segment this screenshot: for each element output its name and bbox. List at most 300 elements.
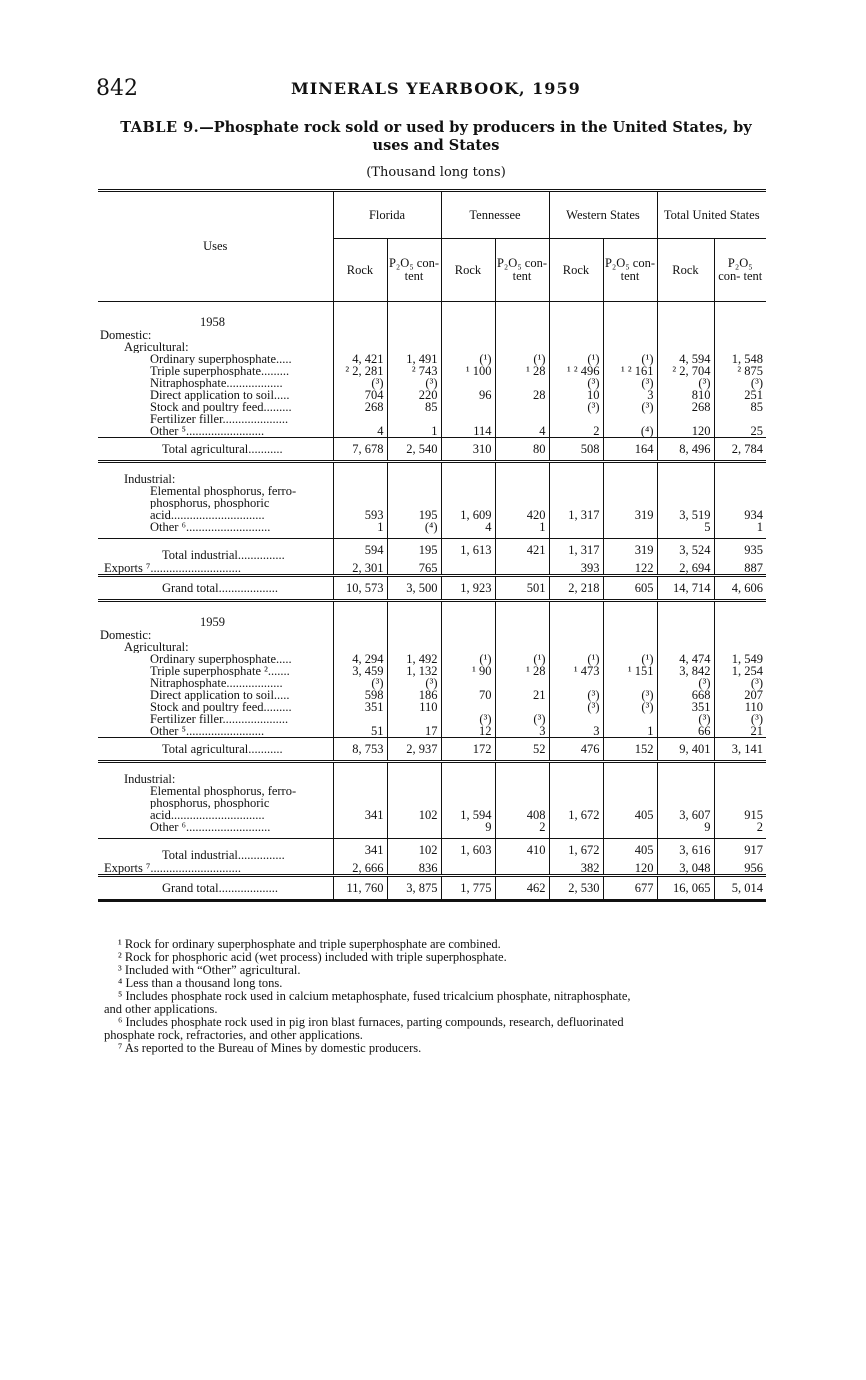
table-cell: 1 [714,521,766,533]
row-label: Agricultural: [124,341,189,353]
table-row [98,485,766,497]
table-cell [714,485,766,497]
table-cell [441,610,495,628]
row-label: Industrial: [124,773,176,785]
table-row [98,521,766,533]
table-cell [657,628,714,641]
table-cell: 1, 549 [714,653,766,665]
table-cell [714,628,766,641]
footnote: ¹ Rock for ordinary superphosphate and triple superphosphate are combined. [118,937,501,951]
table-cell: 836 [387,861,441,876]
table-cell [549,773,603,785]
row-label: Elemental phosphorus, ferro- [150,485,297,497]
table-cell [333,473,387,485]
table-cell [549,473,603,485]
table-row [98,561,766,576]
table-cell [441,773,495,785]
table-cell: 195 [387,509,441,521]
row-label: Exports ⁷............................. [104,561,241,575]
table-row [98,628,766,641]
table-cell: (⁴) [603,425,657,438]
table-cell: 268 [657,401,714,413]
table-cell [387,610,441,628]
table-cell: 21 [495,689,549,701]
table-cell [603,328,657,341]
table-cell: 66 [657,725,714,738]
table-cell [549,521,603,533]
table-cell: 3, 141 [714,738,766,762]
table-cell: 8, 496 [657,438,714,462]
header-total-us: Total United States [657,192,766,239]
table-cell: ¹ 473 [549,665,603,677]
table-cell [714,328,766,341]
table-cell: 704 [333,389,387,401]
table-cell: 164 [603,438,657,462]
footnote: and other applications. [104,1002,218,1016]
table-cell [657,485,714,497]
row-label: Fertilizer filler..................... [150,413,289,425]
table-cell: (³) [333,677,387,689]
footnote: ⁷ As reported to the Bureau of Mines by domestic producers. [118,1041,422,1055]
table-cell: 251 [714,389,766,401]
table-cell [441,628,495,641]
row-label: Direct application to soil..... [150,389,290,401]
table-cell: 52 [495,738,549,762]
table-cell: 11, 760 [333,876,387,901]
table-cell: (³) [333,377,387,389]
table-cell: 12 [441,725,495,738]
table-cell: 594 [333,539,387,562]
footnote: ³ Included with “Other” agricultural. [118,963,301,977]
table-cell: 668 [657,689,714,701]
table-cell: 2, 530 [549,876,603,901]
row-label: Fertilizer filler..................... [150,713,289,725]
spacer-row [98,601,766,611]
table-cell: (¹) [441,653,495,665]
table-cell: ¹ ² 161 [603,365,657,377]
table-cell: 1 [603,725,657,738]
table-cell: 405 [603,809,657,821]
header-rock: Rock [657,239,714,302]
row-label: acid.............................. [150,509,265,521]
table-cell: 120 [657,425,714,438]
table-cell [657,785,714,797]
table-cell: 186 [387,689,441,701]
table-cell [603,773,657,785]
row-label: Nitraphosphate.................. [150,377,283,389]
table-cell: 393 [549,561,603,576]
table-cell: 5, 014 [714,876,766,901]
table-cell [549,821,603,833]
table-cell [657,610,714,628]
table-cell: 3 [495,725,549,738]
table-cell [387,785,441,797]
row-label: Agricultural: [124,641,189,653]
table-row [98,701,766,713]
table-cell: 935 [714,539,766,562]
table-cell: (³) [714,677,766,689]
row-label: 1958 [200,315,225,328]
table-cell [657,473,714,485]
table-cell [549,785,603,797]
total-row [98,438,766,462]
table-cell: 3, 519 [657,509,714,521]
running-head: MINERALS YEARBOOK, 1959 [291,79,581,98]
table-cell: 405 [603,839,657,862]
table-cell: 1, 613 [441,539,495,562]
table-cell: 1, 317 [549,509,603,521]
row-label: Triple superphosphate......... [150,365,290,377]
table-cell: 4, 294 [333,653,387,665]
table-cell: 96 [441,389,495,401]
row-label: acid.............................. [150,809,265,821]
table-row [98,310,766,328]
table-cell: 220 [387,389,441,401]
table-cell: 410 [495,839,549,862]
header-p2o5: P₂O₅ con- tent [495,239,549,302]
row-label: phosphorus, phosphoric [150,497,270,509]
table-cell [441,328,495,341]
table-cell: 462 [495,876,549,901]
table-cell [714,773,766,785]
header-rock: Rock [549,239,603,302]
table-cell: 1, 317 [549,539,603,562]
table-cell: 9, 401 [657,738,714,762]
table-cell [333,628,387,641]
footnote: ² Rock for phosphoric acid (wet process) included with triple superphosphate. [118,950,507,964]
table-row [98,773,766,785]
table-cell: 2, 694 [657,561,714,576]
table-cell: 21 [714,725,766,738]
phosphate-table [98,189,766,902]
table-cell: (³) [657,677,714,689]
table-cell: 122 [603,561,657,576]
table-cell: (³) [603,401,657,413]
header-p2o5: P₂O₅ con- tent [714,239,766,302]
row-label: Total industrial............... [162,848,285,861]
table-cell: (³) [387,677,441,689]
row-label: Other ⁶........................... [150,521,271,533]
table-cell: 4, 421 [333,353,387,365]
header-uses: Uses [98,192,333,302]
table-row [98,785,766,797]
row-label: Total agricultural........... [98,438,333,462]
table-row [98,839,766,862]
header-p2o5: P₂O₅ con- tent [387,239,441,302]
table-cell: 10 [549,389,603,401]
table-cell: (¹) [441,353,495,365]
table-cell [441,401,495,413]
table-cell: 2, 666 [333,861,387,876]
table-cell [549,628,603,641]
table-cell [549,310,603,328]
table-cell [495,328,549,341]
table-cell: 4, 594 [657,353,714,365]
table-cell: 28 [495,389,549,401]
table-cell [603,485,657,497]
row-label: Ordinary superphosphate..... [150,353,292,365]
total-row [98,738,766,762]
row-label: Grand total................... [98,576,333,601]
row-label: Other ⁵......................... [150,425,265,438]
row-label: Nitraphosphate.................. [150,677,283,689]
table-cell: 3, 500 [387,576,441,601]
table-cell: 70 [441,689,495,701]
header-p2o5: P₂O₅ con- tent [603,239,657,302]
table-cell: 5 [657,521,714,533]
table-cell: 810 [657,389,714,401]
table-cell: 476 [549,738,603,762]
row-label: Elemental phosphorus, ferro- [150,785,297,797]
table-title [96,119,776,155]
table-cell: 4 [495,425,549,438]
table-cell: 1, 609 [441,509,495,521]
row-label: Stock and poultry feed......... [150,701,292,713]
table-cell [333,610,387,628]
table-cell: 17 [387,725,441,738]
table-cell: (³) [714,377,766,389]
table-cell: 10, 573 [333,576,387,601]
table-cell: 102 [387,839,441,862]
table-cell: (³) [549,701,603,713]
table-cell: (³) [549,689,603,701]
table-cell [714,473,766,485]
table-cell: 351 [657,701,714,713]
table-cell [387,473,441,485]
table-cell: 3, 459 [333,665,387,677]
table-cell: 310 [441,438,495,462]
table-cell [441,861,495,876]
table-cell: 51 [333,725,387,738]
table-cell: 3 [549,725,603,738]
table-cell: 934 [714,509,766,521]
table-cell: 9 [657,821,714,833]
grand-total-row [98,876,766,901]
table-cell: 1, 603 [441,839,495,862]
table-cell [549,610,603,628]
table-cell: ² 2, 704 [657,365,714,377]
table-cell: 598 [333,689,387,701]
page-header [96,76,776,100]
row-label: phosphorus, phosphoric [150,797,270,809]
table-cell: 2, 784 [714,438,766,462]
row-label: Ordinary superphosphate..... [150,653,292,665]
table-cell: 319 [603,539,657,562]
table-cell: 3 [603,389,657,401]
header-tennessee: Tennessee [441,192,549,239]
table-cell: 1, 254 [714,665,766,677]
table-cell: (¹) [549,353,603,365]
row-label: Direct application to soil..... [150,689,290,701]
table-cell: (³) [714,713,766,725]
footnote: phosphate rock, refractories, and other applications. [104,1028,363,1042]
table-cell: ² 875 [714,365,766,377]
table-cell: ¹ 28 [495,365,549,377]
table-cell: 114 [441,425,495,438]
table-cell [603,310,657,328]
spacer-row [98,302,766,311]
page-number: 842 [96,76,138,101]
table-cell: (³) [549,401,603,413]
table-cell: (³) [603,377,657,389]
table-cell: (¹) [549,653,603,665]
table-cell: 605 [603,576,657,601]
table-cell: 3, 048 [657,861,714,876]
table-cell [603,785,657,797]
table-cell [387,628,441,641]
table-cell: 8, 753 [333,738,387,762]
table-cell: (¹) [603,353,657,365]
table-cell: 2, 218 [549,576,603,601]
table-cell [495,561,549,576]
table-cell: 917 [714,839,766,862]
table-cell: 1, 672 [549,839,603,862]
table-cell: 4, 474 [657,653,714,665]
table-title-line2: uses and States [372,137,500,154]
table-cell: (¹) [495,653,549,665]
table-cell [603,628,657,641]
table-cell [333,328,387,341]
table-cell [333,821,387,833]
table-cell: 2, 937 [387,738,441,762]
table-cell: 593 [333,509,387,521]
table-cell: 341 [333,839,387,862]
table-row [98,821,766,833]
table-cell [387,821,441,833]
footnotes [104,938,774,1055]
table-cell: 915 [714,809,766,821]
table-cell [441,310,495,328]
table-cell: 1 [387,425,441,438]
table-cell: ¹ 28 [495,665,549,677]
table-cell: 956 [714,861,766,876]
table-cell [441,785,495,797]
table-cell: 85 [387,401,441,413]
header-florida: Florida [333,192,441,239]
table-cell: 1, 491 [387,353,441,365]
table-cell [657,328,714,341]
table-cell: ² 2, 281 [333,365,387,377]
table-cell: 1, 775 [441,876,495,901]
table-cell: (⁴) [387,521,441,533]
table-cell: 2 [549,425,603,438]
table-cell: 501 [495,576,549,601]
row-label: Domestic: [100,328,152,341]
table-cell: 677 [603,876,657,901]
table-row [98,809,766,821]
row-label: 1959 [200,615,225,628]
row-label: Grand total................... [98,876,333,901]
table-cell [603,521,657,533]
row-label: Total agricultural........... [98,738,333,762]
table-cell: 2 [495,821,549,833]
table-cell: (³) [549,377,603,389]
table-cell: 25 [714,425,766,438]
table-cell: 3, 607 [657,809,714,821]
header-western-states: Western States [549,192,657,239]
table-cell: 85 [714,401,766,413]
table-cell [441,561,495,576]
table-cell [603,473,657,485]
table-cell: 80 [495,438,549,462]
table-cell: 110 [714,701,766,713]
table-row [98,473,766,485]
table-cell: 408 [495,809,549,821]
table-cell: 195 [387,539,441,562]
row-label: Other ⁶........................... [150,821,271,833]
table-row [98,425,766,438]
table-cell [657,773,714,785]
table-body [98,302,766,901]
table-cell: 421 [495,539,549,562]
table-cell [495,310,549,328]
table-cell: 341 [333,809,387,821]
table-cell: (³) [387,377,441,389]
table-cell [603,610,657,628]
table-cell [495,485,549,497]
table-cell [333,785,387,797]
table-cell: 3, 842 [657,665,714,677]
row-label: Exports ⁷............................. [104,861,241,875]
table-cell: (¹) [603,653,657,665]
footnote: ⁶ Includes phosphate rock used in pig iron blast furnaces, parting compounds, research, defluorinated [118,1015,624,1029]
table-cell: 14, 714 [657,576,714,601]
table-cell: 1, 548 [714,353,766,365]
table-cell [441,485,495,497]
table-cell [549,328,603,341]
table-cell: 4, 606 [714,576,766,601]
table-cell: (³) [495,713,549,725]
table-cell [387,328,441,341]
table-cell: ¹ 100 [441,365,495,377]
row-label: Stock and poultry feed......... [150,401,292,413]
table-row [98,401,766,413]
table-cell: 1, 492 [387,653,441,665]
table-cell: (³) [657,713,714,725]
table-cell [387,485,441,497]
footnote: ⁵ Includes phosphate rock used in calcium metaphosphate, fused tricalcium phosphate, nitraphosphate, [118,989,631,1003]
table-cell: 102 [387,809,441,821]
table-cell: 3, 875 [387,876,441,901]
table-row [98,610,766,628]
table-cell [333,773,387,785]
table-cell: 3, 524 [657,539,714,562]
table-cell [657,310,714,328]
table-cell [495,628,549,641]
table-cell: 4 [441,521,495,533]
table-row [98,328,766,341]
table-label: TABLE 9. [120,119,200,136]
table-cell: 120 [603,861,657,876]
table-cell: 1, 672 [549,809,603,821]
table-cell [495,473,549,485]
table-cell: 1, 132 [387,665,441,677]
table-cell: 508 [549,438,603,462]
table-title-line1: —Phosphate rock sold or used by producers in the United States, by [199,119,752,136]
row-label: Other ⁵......................... [150,725,265,738]
table-row [98,861,766,876]
table-cell [387,773,441,785]
table-cell: (³) [603,689,657,701]
table-cell: 319 [603,509,657,521]
table-cell: 9 [441,821,495,833]
table-cell: (³) [603,701,657,713]
table-cell [495,610,549,628]
table-cell [495,785,549,797]
table-cell [714,785,766,797]
table-cell: 16, 065 [657,876,714,901]
table-cell: 2, 540 [387,438,441,462]
